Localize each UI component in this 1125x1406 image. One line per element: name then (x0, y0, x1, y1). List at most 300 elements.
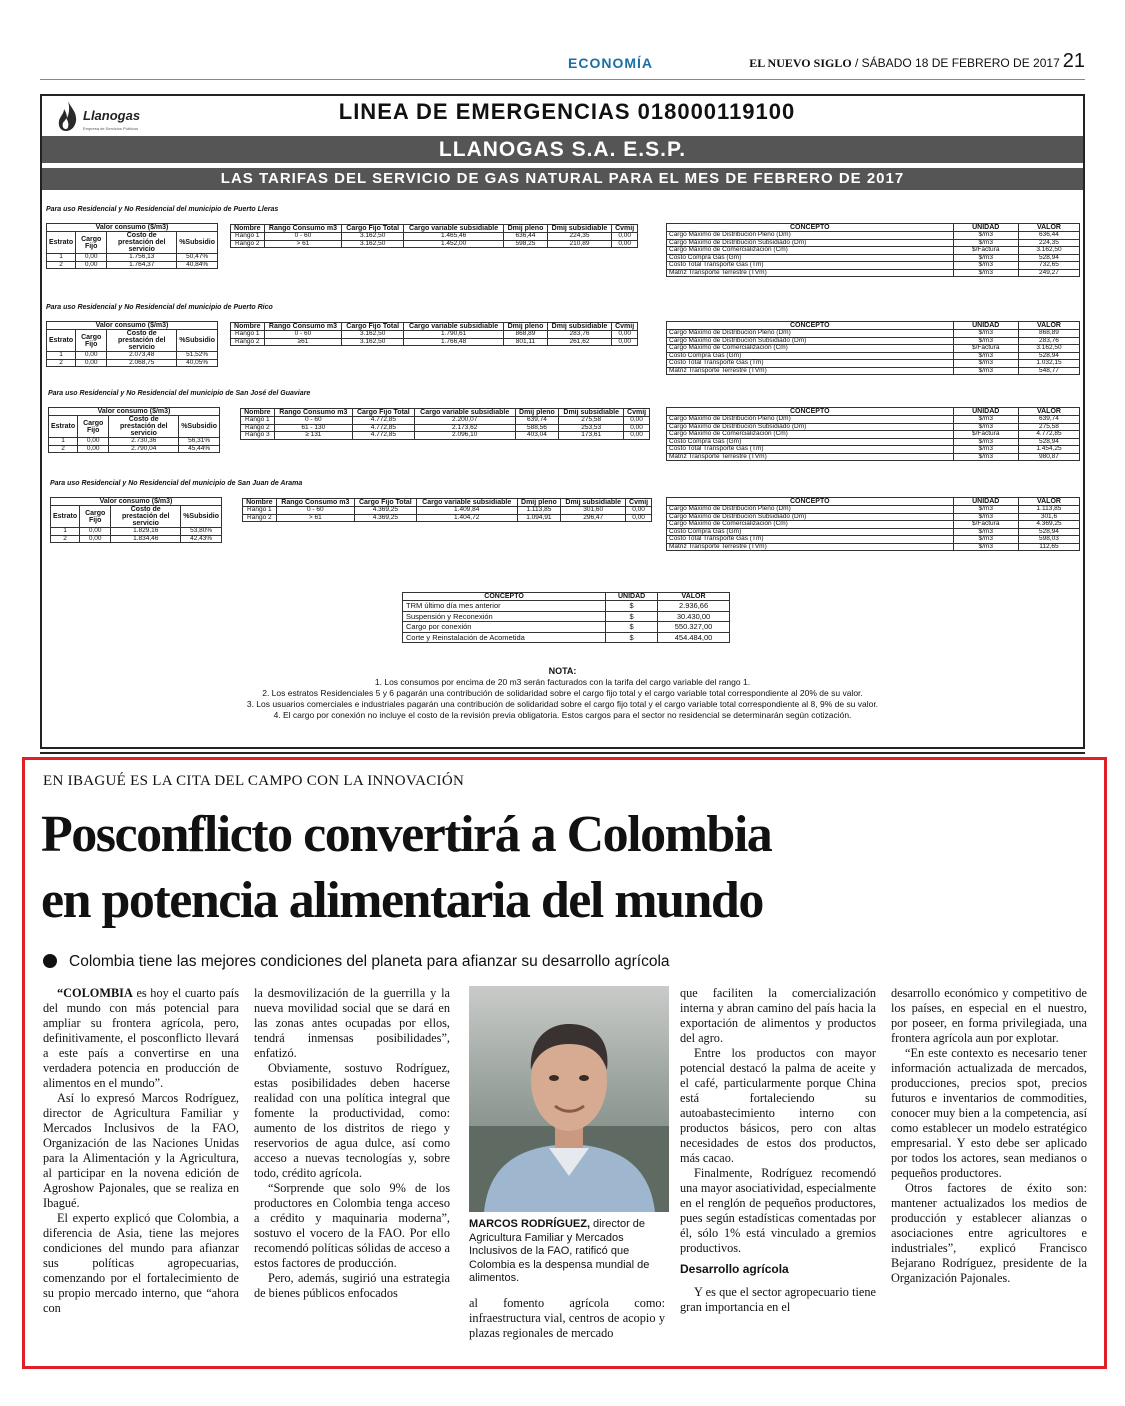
article-kicker: EN IBAGUÉ ES LA CITA DEL CAMPO CON LA INNOVACIÓN (43, 773, 465, 789)
table-row (403, 601, 730, 612)
table-cell: 261,62 (547, 338, 612, 346)
strata-col-header: %Subsidio (177, 330, 218, 352)
table-cell: ≥61 (264, 338, 342, 346)
flame-icon (56, 100, 80, 132)
table-cell: $ (606, 601, 658, 612)
issue-date: / SÁBADO 18 DE FEBRERO DE 2017 (851, 56, 1060, 70)
lead-text: es hoy el cuarto país del mundo con más potencial para ampliar su frontera agrícola, pero, definitivamente, el posconflicto llevará a este país a convertirse en una verdadera potencia en producción de alimentos en el mundo”. (43, 986, 239, 1090)
table-cell: $/m3 (953, 453, 1018, 461)
general-col-header: VALOR (658, 593, 730, 601)
table-cell: Matriz Transporte Terrestre (TVm) (667, 543, 954, 551)
table-cell: 51,52% (177, 352, 218, 360)
table-cell: 732,65 (1018, 262, 1079, 270)
concept-table (666, 407, 1080, 461)
range-col-header: Dmij pleno (517, 499, 561, 507)
table-cell: 980,87 (1018, 453, 1079, 461)
concept-col-header: VALOR (1018, 408, 1079, 416)
table-cell: 2.068,75 (107, 359, 177, 367)
table-row (403, 611, 730, 622)
strata-col-header: Cargo Fijo (76, 330, 107, 352)
table-cell: 173,61 (559, 432, 624, 440)
range-col-header: Nombre (243, 499, 277, 507)
table-cell: 548,77 (1018, 367, 1079, 375)
table-cell: $/m3 (953, 536, 1018, 544)
table-cell: Matriz Transporte Terrestre (TVm) (667, 367, 954, 375)
table-cell: 528,94 (1018, 352, 1079, 360)
table-cell: 1.032,15 (1018, 360, 1079, 368)
concept-col-header: VALOR (1018, 498, 1079, 506)
table-cell: 2 (47, 261, 76, 269)
table-cell: Costo Compra Gas (Gm) (667, 438, 954, 446)
general-col-header: CONCEPTO (403, 593, 606, 601)
table-cell: 868,89 (504, 331, 547, 339)
table-cell: Cargo Máximo de Distribución Pleno (Dm) (667, 330, 954, 338)
table-cell: Costo Compra Gas (Gm) (667, 528, 954, 536)
table-row (667, 345, 1080, 353)
emergency-line: LINEA DE EMERGENCIAS 018000119100 (338, 99, 796, 124)
table-cell: $/m3 (953, 438, 1018, 446)
note-line: 1. Los consumos por encima de 20 m3 serán facturados con la tarifa del cargo variable del rango 1. (374, 677, 751, 687)
table-cell: 1.404,72 (416, 514, 517, 522)
table-row (243, 507, 652, 515)
table-cell: 2.200,07 (414, 417, 515, 425)
concept-table (666, 321, 1080, 375)
table-cell: 56,31% (179, 438, 220, 446)
paragraph: Finalmente, Rodríguez recomendó una mayor asociatividad, especialmente en el renglón de pequeños productores, pues según estadísticas comentadas por él, sólo 1% está vinculado a gremios productivos. (680, 1166, 876, 1255)
table-cell: Cargo Máximo de Distribución Subsidiado (Dm) (667, 513, 954, 521)
company-banner: LLANOGAS S.A. E.S.P. (42, 136, 1083, 163)
table-cell: 1.409,84 (416, 507, 517, 515)
table-row (667, 521, 1080, 529)
range-col-header: Cvmij (612, 323, 638, 331)
concept-col-header: VALOR (1018, 322, 1079, 330)
range-col-header: Cargo variable subsidiable (403, 323, 503, 331)
table-cell: 2.790,04 (109, 445, 179, 453)
concept-col-header: CONCEPTO (667, 322, 954, 330)
range-col-header: Cargo Fijo Total (352, 409, 414, 417)
table-cell: 0 - 60 (264, 331, 342, 339)
paragraph: “Sorprende que solo 9% de los productores en Colombia tenga acceso a crédito y maquinaria moderna”, sostuvo el vocero de la FAO. Por ello recomendó políticas sólidas de acceso a estos factores de producción. (254, 1181, 450, 1270)
paragraph: al fomento agrícola como: infraestructura vial, centros de acopio y plazas regionales de mercado (469, 1296, 665, 1340)
range-col-header: Nombre (231, 323, 265, 331)
table-cell: Rango 1 (241, 417, 275, 425)
table-cell: $/m3 (953, 446, 1018, 454)
logo-name: Llanogas (83, 108, 141, 123)
table-row (667, 247, 1080, 255)
strata-table (46, 223, 218, 269)
strata-group-header: Valor consumo ($/m3) (47, 224, 218, 232)
table-cell: Rango 3 (241, 432, 275, 440)
caption-text: director de Agricultura Familiar y Mercados Inclusivos de la FAO, ratificó que Colombia es la despensa mundial de alimentos. (469, 1218, 650, 1284)
strata-col-header: Costo de prestación del servicio (111, 506, 181, 528)
table-cell: 0,00 (76, 261, 107, 269)
table-cell: 2 (51, 535, 80, 543)
note-line: 2. Los estratos Residenciales 5 y 6 pagarán una contribución de solidaridad sobre el cargo fijo total y el cargo variable total correspondiente al 20% de su valor. (262, 688, 863, 698)
table-cell: Rango 2 (231, 338, 265, 346)
table-cell: 0,00 (76, 359, 107, 367)
range-col-header: Dmij subsidiable (547, 323, 612, 331)
article-column-3 (469, 1296, 665, 1341)
table-row (49, 438, 220, 446)
table-cell: 588,56 (515, 424, 559, 432)
table-row (231, 331, 638, 339)
table-cell: 1 (47, 254, 76, 262)
table-row (51, 528, 222, 536)
strata-col-header: Estrato (51, 506, 80, 528)
page-header (40, 50, 1085, 76)
table-row (667, 367, 1080, 375)
table-cell: 639,74 (515, 417, 559, 425)
strata-col-header: Estrato (47, 330, 76, 352)
table-row (667, 232, 1080, 240)
table-cell: 0,00 (80, 528, 111, 536)
table-cell: 0,00 (624, 417, 650, 425)
table-cell: $/m3 (953, 367, 1018, 375)
table-cell: 249,27 (1018, 269, 1079, 277)
table-cell: Suspensión y Reconexión (403, 611, 606, 622)
paragraph: desarrollo económico y competitivo de los países, en especial en el nuestro, por poseer, en forma privilegiada, una frontera agrícola aun por explotar. (891, 986, 1087, 1045)
table-cell: 1.113,85 (1018, 506, 1079, 514)
table-cell: 1.766,48 (403, 338, 503, 346)
table-cell: $/m3 (953, 337, 1018, 345)
table-cell: > 61 (276, 514, 354, 522)
table-cell: 0,00 (624, 424, 650, 432)
strata-group-header: Valor consumo ($/m3) (49, 408, 220, 416)
table-cell: 0,00 (612, 240, 638, 248)
table-cell: 4.772,85 (352, 432, 414, 440)
range-col-header: Nombre (231, 225, 265, 233)
concept-col-header: CONCEPTO (667, 498, 954, 506)
table-cell: 61 - 130 (274, 424, 352, 432)
table-cell: 50,47% (177, 254, 218, 262)
caption-name: MARCOS RODRÍGUEZ, (469, 1218, 590, 1230)
table-cell: Cargo Máximo de Comercialización (Cm) (667, 431, 954, 439)
range-col-header: Dmij subsidiable (561, 499, 626, 507)
table-cell: Cargo Máximo de Comercialización (Cm) (667, 247, 954, 255)
table-cell: 1 (51, 528, 80, 536)
concept-col-header: UNIDAD (953, 408, 1018, 416)
table-cell: 112,65 (1018, 543, 1079, 551)
range-col-header: Rango Consumo m3 (264, 225, 342, 233)
strata-col-header: Estrato (47, 232, 76, 254)
portrait-image (469, 986, 669, 1212)
table-cell: 2.936,66 (658, 601, 730, 612)
table-row (47, 352, 218, 360)
table-cell: 0 - 60 (274, 417, 352, 425)
article-column-4 (680, 986, 876, 1315)
bullet-icon (43, 954, 57, 968)
logo-subtitle: Empresa de Servicios Públicos (83, 126, 139, 131)
table-cell: 2.173,62 (414, 424, 515, 432)
table-cell: $ (606, 632, 658, 643)
llanogas-tariff-ad (40, 94, 1085, 749)
table-cell: 224,35 (1018, 239, 1079, 247)
table-cell: 4.369,25 (1018, 521, 1079, 529)
concept-table (666, 497, 1080, 551)
table-row (231, 233, 638, 241)
table-row (667, 269, 1080, 277)
range-col-header: Cvmij (624, 409, 650, 417)
table-cell: 0,00 (78, 438, 109, 446)
table-cell: 42,43% (181, 535, 222, 543)
table-cell: $/m3 (953, 352, 1018, 360)
concept-col-header: UNIDAD (953, 322, 1018, 330)
range-col-header: Cargo variable subsidiable (414, 409, 515, 417)
newspaper-name: EL NUEVO SIGLO (749, 56, 852, 70)
table-cell: 283,76 (1018, 337, 1079, 345)
paragraph: El experto explicó que Colombia, a diferencia de Asia, tiene las mejores condiciones del mundo para afianzar sus políticas agropecuarias, comenzando por el fortalecimiento de su propio mercado interno, que “ahora con (43, 1211, 239, 1315)
table-cell: 636,44 (1018, 232, 1079, 240)
table-cell: $ (606, 611, 658, 622)
table-cell: 4.369,25 (354, 514, 416, 522)
table-cell: 598,03 (1018, 536, 1079, 544)
table-cell: 2 (49, 445, 78, 453)
table-row (667, 536, 1080, 544)
table-cell: Cargo Máximo de Distribución Pleno (Dm) (667, 506, 954, 514)
range-col-header: Rango Consumo m3 (274, 409, 352, 417)
note-line: 4. El cargo por conexión no incluye el costo de la revisión previa obligatoria. Estos cargos para el sector no residencial se determinarán según cotización. (273, 710, 852, 720)
subheadline-text: Colombia tiene las mejores condiciones del planeta para afianzar su desarrollo agrícola (69, 953, 670, 970)
table-cell: Corte y Reinstalación de Acometida (403, 632, 606, 643)
table-cell: 3.162,50 (342, 240, 404, 248)
strata-group-header: Valor consumo ($/m3) (51, 498, 222, 506)
paragraph: Obviamente, sostuvo Rodríguez, estas posibilidades deben hacerse realidad con una política integral que fomente la productividad, como: aumento de los distritos de riego y reservorios de agua dulce, así como acceso a nuevas tecnologías y, sobre todo, crédito agrícola. (254, 1061, 450, 1180)
table-cell: $/Factura (953, 345, 1018, 353)
notes-title: NOTA: (548, 666, 577, 676)
table-cell: Rango 2 (231, 240, 265, 248)
paragraph: Así lo expresó Marcos Rodríguez, director de Agricultura Familiar y Mercados Inclusivos de la FAO, Organización de las Naciones Unidas para la Alimentación y la Agricultura, al participar en la novena edición de Agroshow Pajonales, que se realiza en Ibagué. (43, 1091, 239, 1210)
table-cell: 283,76 (547, 331, 612, 339)
table-cell: 3.162,50 (342, 338, 404, 346)
range-col-header: Dmij pleno (515, 409, 559, 417)
table-cell: 1.834,46 (111, 535, 181, 543)
table-cell: Cargo Máximo de Comercialización (Cm) (667, 521, 954, 529)
table-cell: 2.096,10 (414, 432, 515, 440)
table-cell: Costo Compra Gas (Gm) (667, 352, 954, 360)
table-cell: $/m3 (953, 423, 1018, 431)
table-cell: 1.764,37 (107, 261, 177, 269)
table-cell: 528,94 (1018, 528, 1079, 536)
paragraph: Entre los productos con mayor potencial destacó la palma de aceite y el café, particularmente porque China está fortaleciendo su autoabastecimiento interno con productos básicos, pero con altas necesidades de estos dos productos, más cacao. (680, 1046, 876, 1165)
table-cell: 0,00 (78, 445, 109, 453)
table-cell: 528,94 (1018, 438, 1079, 446)
headline-line-1: Posconflicto convertirá a Colombia (41, 806, 772, 863)
concept-col-header: VALOR (1018, 224, 1079, 232)
page-number: 21 (1062, 50, 1085, 72)
photo-caption (469, 1218, 669, 1286)
tariff-title-banner: LAS TARIFAS DEL SERVICIO DE GAS NATURAL PARA EL MES DE FEBRERO DE 2017 (42, 168, 1083, 190)
table-cell: 2 (47, 359, 76, 367)
article-headline (41, 802, 1101, 934)
strata-col-header: %Subsidio (179, 416, 220, 438)
table-cell: 801,11 (504, 338, 547, 346)
table-cell: 296,47 (561, 514, 626, 522)
range-col-header: Cvmij (612, 225, 638, 233)
strata-table (46, 321, 218, 367)
range-col-header: Nombre (241, 409, 275, 417)
table-cell: $/m3 (953, 506, 1018, 514)
table-cell: 301,60 (561, 507, 626, 515)
table-cell: $/Factura (953, 247, 1018, 255)
concept-col-header: CONCEPTO (667, 408, 954, 416)
table-row (231, 240, 638, 248)
strata-col-header: Estrato (49, 416, 78, 438)
table-cell: ≥ 131 (274, 432, 352, 440)
table-cell: 1.113,85 (517, 507, 561, 515)
table-cell: 0,00 (612, 233, 638, 241)
table-cell: 3.162,50 (1018, 345, 1079, 353)
table-cell: $/m3 (953, 232, 1018, 240)
concept-table (666, 223, 1080, 277)
article-column-2 (254, 986, 450, 1301)
table-cell: 0,00 (626, 507, 652, 515)
table-cell: 1.465,46 (403, 233, 503, 241)
strata-col-header: Costo de prestación del servicio (107, 232, 177, 254)
range-col-header: Cargo Fijo Total (342, 225, 404, 233)
table-cell: 1.790,61 (403, 331, 503, 339)
notes (42, 666, 1083, 721)
table-cell: 528,94 (1018, 254, 1079, 262)
table-row (667, 360, 1080, 368)
table-cell: Matriz Transporte Terrestre (TVm) (667, 269, 954, 277)
article-column-5 (891, 986, 1087, 1286)
paragraph: la desmovilización de la guerrilla y la nueva movilidad social que se dará en las zonas antes ocupadas por ellos, tendrá inmensas posibilidades”, enfatizó. (254, 986, 450, 1060)
range-col-header: Dmij pleno (504, 225, 547, 233)
table-row (667, 506, 1080, 514)
table-row (403, 622, 730, 633)
table-cell: 4.772,85 (352, 424, 414, 432)
paragraph: Otros factores de éxito son: mantener actualizados los medios de producción y establecer alianzas o asociaciones entre agricultores e industriales”, explicó Francisco Bejarano Rodríguez, presidente de la Organización Pajonales. (891, 1181, 1087, 1285)
range-col-header: Rango Consumo m3 (264, 323, 342, 331)
range-col-header: Dmij pleno (504, 323, 547, 331)
paragraph: que faciliten la comercialización interna y abran camino del país hacia la exportación de alimentos y productos del agro. (680, 986, 876, 1045)
concept-col-header: UNIDAD (953, 498, 1018, 506)
range-table (230, 224, 638, 248)
table-cell: 403,04 (515, 432, 559, 440)
table-cell: $/m3 (953, 262, 1018, 270)
table-cell: 598,25 (504, 240, 547, 248)
table-cell: $/m3 (953, 528, 1018, 536)
strata-col-header: Costo de prestación del servicio (107, 330, 177, 352)
table-cell: 0 - 60 (264, 233, 342, 241)
table-cell: 1.756,13 (107, 254, 177, 262)
table-cell: 253,53 (559, 424, 624, 432)
table-cell: Rango 1 (231, 233, 265, 241)
headline-line-2: en potencia alimentaria del mundo (41, 872, 763, 929)
table-cell: 3.162,50 (342, 233, 404, 241)
lead-word: “COLOMBIA (57, 986, 133, 1000)
table-cell: 40,84% (177, 261, 218, 269)
table-cell: Cargo Máximo de Comercialización (Cm) (667, 345, 954, 353)
table-cell: 4.369,25 (354, 507, 416, 515)
table-cell: Cargo Máximo de Distribución Subsidiado (Dm) (667, 239, 954, 247)
table-cell: 1 (49, 438, 78, 446)
table-row (47, 261, 218, 269)
table-cell: 45,44% (179, 445, 220, 453)
paragraph (43, 986, 239, 1091)
table-cell: 1.829,16 (111, 528, 181, 536)
range-col-header: Cvmij (626, 499, 652, 507)
table-cell: 1 (47, 352, 76, 360)
table-cell: Costo Total Transporte Gas (Tm) (667, 262, 954, 270)
table-cell: 0,00 (612, 331, 638, 339)
table-cell: $/m3 (953, 543, 1018, 551)
article-frame (22, 757, 1107, 1369)
table-row (667, 543, 1080, 551)
table-cell: 4.772,85 (1018, 431, 1079, 439)
concept-col-header: UNIDAD (953, 224, 1018, 232)
table-cell: 0,00 (76, 352, 107, 360)
strata-col-header: Cargo Fijo (78, 416, 109, 438)
strata-col-header: %Subsidio (177, 232, 218, 254)
table-cell: 1.452,00 (403, 240, 503, 248)
table-cell: $/m3 (953, 330, 1018, 338)
table-cell: 3.162,50 (342, 331, 404, 339)
table-row (667, 431, 1080, 439)
table-cell: Cargo por conexión (403, 622, 606, 633)
paragraph: “En este contexto es necesario tener información actualizada de mercados, producciones, precios spot, precios futuros e inventarios de commodities, conocer muy bien a la competencia, así como establecer un modelo estratégico empresarial. Y esto debe ser aplicado por todos los actores, sean medianos o pequeños productores. (891, 1046, 1087, 1180)
table-row (241, 417, 650, 425)
table-cell: 40,05% (177, 359, 218, 367)
table-row (667, 416, 1080, 424)
table-cell: 1.094,91 (517, 514, 561, 522)
table-cell: $/m3 (953, 269, 1018, 277)
table-cell: $/m3 (953, 360, 1018, 368)
table-cell: 0,00 (612, 338, 638, 346)
strata-table (48, 407, 220, 453)
article-subheadline (43, 953, 670, 971)
table-cell: Matriz Transporte Terrestre (TVm) (667, 453, 954, 461)
table-cell: 1.454,25 (1018, 446, 1079, 454)
strata-table (50, 497, 222, 543)
range-col-header: Cargo variable subsidiable (403, 225, 503, 233)
strata-group-header: Valor consumo ($/m3) (47, 322, 218, 330)
table-cell: 30.430,00 (658, 611, 730, 622)
table-row (231, 338, 638, 346)
table-row (49, 445, 220, 453)
table-cell: 275,58 (1018, 423, 1079, 431)
table-cell: Costo Total Transporte Gas (Tm) (667, 536, 954, 544)
table-cell: Cargo Máximo de Distribución Pleno (Dm) (667, 232, 954, 240)
table-row (51, 535, 222, 543)
table-cell: $/m3 (953, 239, 1018, 247)
range-table (230, 322, 638, 346)
range-col-header: Cargo variable subsidiable (416, 499, 517, 507)
range-col-header: Dmij subsidiable (559, 409, 624, 417)
table-cell: 224,35 (547, 233, 612, 241)
table-cell: 0,00 (76, 254, 107, 262)
paragraph: Y es que el sector agropecuario tiene gran importancia en el (680, 1285, 876, 1314)
range-col-header: Rango Consumo m3 (276, 499, 354, 507)
section-subheading: Desarrollo agrícola (680, 1262, 789, 1276)
header-rule (40, 79, 1085, 80)
table-row (47, 254, 218, 262)
table-cell: Costo Compra Gas (Gm) (667, 254, 954, 262)
table-cell: Rango 1 (243, 507, 277, 515)
table-cell: 275,58 (559, 417, 624, 425)
table-row (403, 632, 730, 643)
table-cell: $/m3 (953, 416, 1018, 424)
table-cell: Costo Total Transporte Gas (Tm) (667, 360, 954, 368)
general-col-header: UNIDAD (606, 593, 658, 601)
table-cell: 4.772,85 (352, 417, 414, 425)
table-row (667, 446, 1080, 454)
table-cell: TRM último día mes anterior (403, 601, 606, 612)
table-cell: $/m3 (953, 254, 1018, 262)
table-cell: 639,74 (1018, 416, 1079, 424)
range-col-header: Dmij subsidiable (547, 225, 612, 233)
table-cell: 0,00 (626, 514, 652, 522)
